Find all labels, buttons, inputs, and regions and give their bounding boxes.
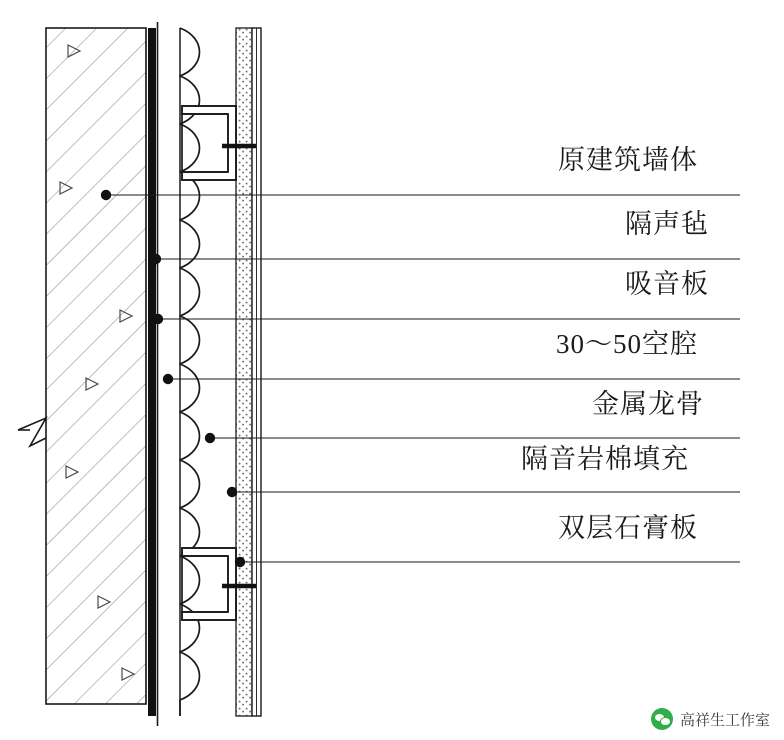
double-gypsum-board-layer bbox=[252, 28, 261, 716]
callout-label-existing-wall: 原建筑墙体 bbox=[558, 145, 698, 175]
callout-label-sound-absorbing-panel: 吸音板 bbox=[625, 269, 709, 299]
callout-label-metal-stud: 金属龙骨 bbox=[592, 389, 704, 419]
callout-label-acoustic-felt: 隔声毡 bbox=[625, 209, 709, 239]
rockwool-infill-layer bbox=[236, 28, 252, 716]
callout-label-air-cavity: 30～50空腔 bbox=[556, 329, 698, 359]
callout-label-double-gypsum-board: 双层石膏板 bbox=[558, 513, 698, 543]
callout-label-rockwool-infill: 隔音岩棉填充 bbox=[521, 444, 689, 474]
existing-wall-layer bbox=[18, 28, 146, 704]
acoustic-felt-layer bbox=[146, 22, 158, 726]
wechat-icon bbox=[651, 708, 673, 730]
watermark bbox=[651, 708, 770, 730]
watermark-text: 高祥生工作室 bbox=[679, 711, 770, 729]
